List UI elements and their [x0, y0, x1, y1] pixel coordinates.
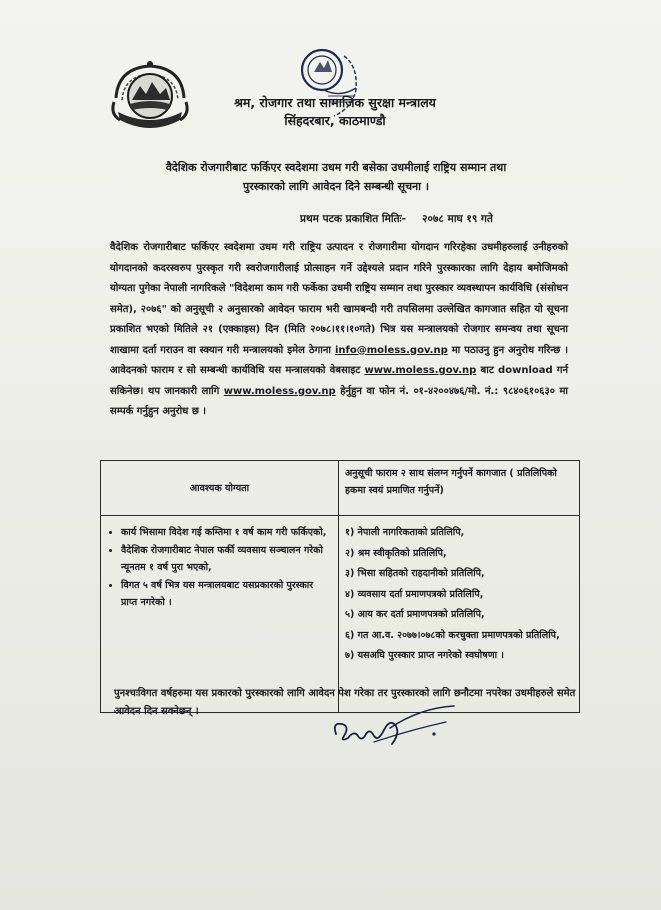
eligibility-header: आवश्यक योग्यता: [101, 461, 339, 516]
document-item: ५) आय कर दर्ता प्रमाणपत्रको प्रतिलिपि,: [345, 609, 485, 620]
document-item: ४) व्यवसाय दर्ता प्रमाणपत्रको प्रतिलिपि,: [345, 588, 484, 600]
document-item: २) श्रम स्वीकृतिको प्रतिलिपि,: [345, 547, 447, 559]
postscript-label: पुनश्चः: [114, 688, 138, 699]
document-item: ६) गत आ.व. २०७७।०७८को करचुक्ता प्रमाणपत्रको प्रतिलिपि,: [345, 629, 560, 641]
published-date: २०७८ माघ १९ गते: [422, 213, 493, 225]
nepal-emblem-icon: [108, 56, 192, 136]
ministry-name: श्रम, रोजगार तथा सामाजिक सुरक्षा मन्त्रालय: [234, 95, 436, 110]
table-header-row: [101, 461, 580, 516]
ministry-address: सिंहदरबार, काठमाण्डौ: [284, 113, 386, 128]
email-link[interactable]: info@moless.gov.np: [334, 344, 448, 356]
notice-heading: [150, 158, 522, 196]
document-item: १) नेपाली नागरिकताको प्रतिलिपि,: [345, 527, 465, 538]
documents-header: अनुसूची फाराम २ साथ संलग्न गर्नुपर्ने कागजात ( प्रतिलिपिको हकमा स्वयं प्रमाणित गर्नुपर्ने): [339, 461, 580, 516]
document-item: ३) भिसा सहितको राहदानीको प्रतिलिपि,: [345, 568, 485, 579]
eligibility-item: • कार्य भिसामा विदेश गई कम्तिमा १ वर्ष काम गरी फर्किएको,: [121, 524, 332, 541]
website-link-2[interactable]: www.moless.gov.np: [223, 385, 336, 397]
eligibility-list: [107, 524, 332, 611]
body-part1: वैदेशिक रोजगारीबाट फर्किएर स्वदेशमा उधम गरी राष्ट्रिय उत्पादन र रोजगारीमा योगदान गरिरहेका उधमीहरुलाई उनीहरुको योगदानको कदरस्वरुप पुरस्कृत गरी स्वरोजगारीलाई प्रोत्साहन गर्ने उद्देश्यले प्रदान गरिने पुरस्कारका लागि देहाय बमोजिमको योग्यता पुगेका नेपाली नागरिकले "विदेशमा काम गरी फर्केका उधमी राष्ट्रिय सम्मान तथा पुरस्कार व्यवस्थापन कार्यविधि (संसोधन समेत), २०७६" को अनुसूची २ अनुसारको आवेदन फाराम भरी खामबन्दी गरी तपसिलमा उल्लेखित कागजात सहित यो सूचना प्रकाशित भएको मितिले २१ (एक्काइस) दिन (मिति २०७८।११।१०गते) भित्र यस मन्त्रालयको रोजगार समन्वय तथा सूचना शाखामा दर्ता गराउन वा स्क्यान गरी मन्त्रालयको इमेल ठेगाना: [110, 242, 568, 356]
document-item: ७) यसअघि पुरस्कार प्राप्त नगरेको स्वघोषणा ।: [345, 650, 504, 661]
published-label: प्रथम पटक प्रकाशित मितिः-: [300, 213, 407, 225]
postscript-text: विगत वर्षहरुमा यस प्रकारको पुरस्कारको लागि आवेदन पेश गरेका तर पुरस्कारको लागि छनौटमा नपरेका उधमीहरुले समेत आवेदन दिन सक्नेछन् ।: [114, 688, 576, 717]
notice-heading-line1: वैदेशिक रोजगारीबाट फर्किएर स्वदेशमा उधम गरी बसेका उधमीलाई राष्ट्रिय सम्मान तथा: [165, 161, 507, 174]
signature-icon: [330, 700, 460, 752]
notice-heading-line2: पुरस्कारको लागि आवेदन दिने सम्बन्धी सूचना ।: [242, 180, 430, 193]
notice-body: [110, 238, 568, 423]
documents-list: [345, 524, 573, 665]
body-part4: हेर्नुहुन वा फोन नं. ०१-४२००४७६/मो. नं.: ९८४०६१०६३० मा सम्पर्क गर्नुहुन अनुरोध छ ।: [110, 385, 569, 417]
documents-cell: [339, 516, 580, 713]
published-date-line: [300, 212, 600, 226]
requirements-table: [100, 460, 580, 713]
body-part2: मा पठाउनु हुन अनुरोध गरिन्छ ।आवेदनको फाराम र सो सम्बन्धी कार्यविधि यस मन्त्रालयको वेबसाइट: [110, 344, 569, 376]
website-link[interactable]: www.moless.gov.np: [364, 365, 477, 376]
eligibility-cell: [101, 516, 339, 713]
body-part3: बाट download गर्न सकिनेछ। थप जानकारी लागि: [110, 365, 569, 397]
table-row: [101, 516, 580, 713]
eligibility-item: • वैदेशिक रोजगारीबाट नेपाल फर्की व्यवसाय सञ्चालन गरेको न्यूनतम १ वर्ष पुरा भएको,: [121, 542, 332, 576]
eligibility-item: • विगत ५ वर्ष भित्र यस मन्त्रालयबाट यसप्रकारको पुरस्कार प्राप्त नगरेको ।: [121, 577, 332, 611]
